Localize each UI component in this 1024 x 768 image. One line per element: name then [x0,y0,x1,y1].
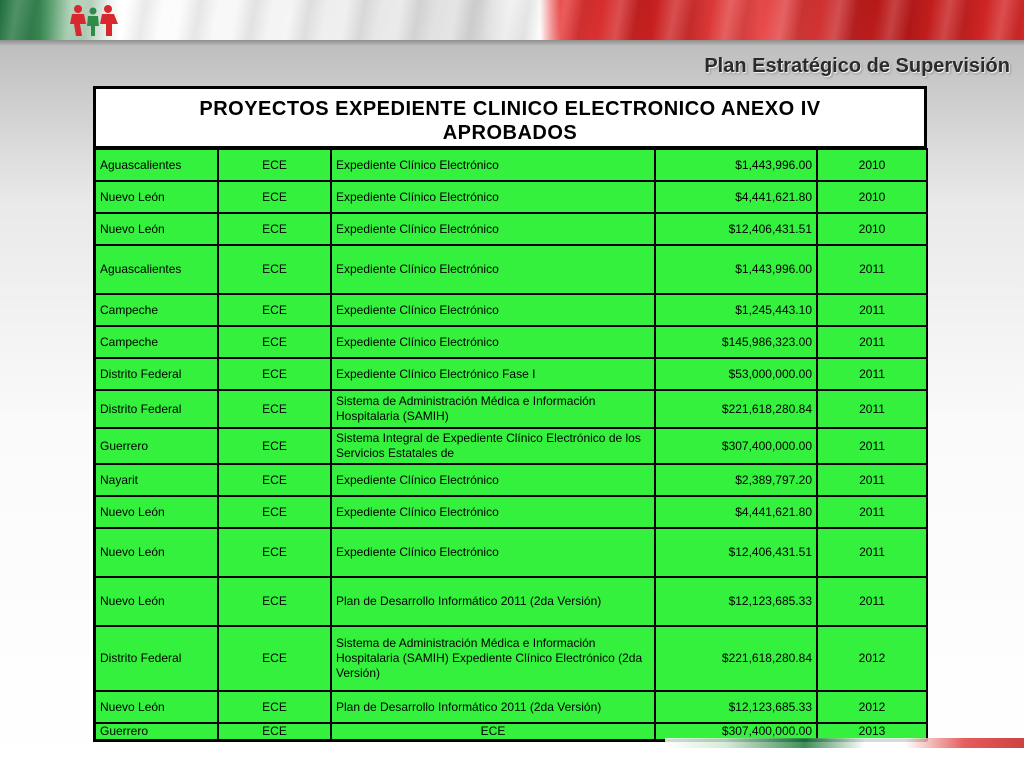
type-cell-text: ECE [262,401,287,416]
year-cell-text: 2011 [859,334,885,349]
type-cell-text: ECE [262,438,287,453]
amount-cell-text: $12,406,431.51 [728,221,812,236]
type-cell [218,464,331,496]
amount-cell [655,245,817,294]
table-row [95,390,927,428]
project-cell [331,691,655,723]
state-cell-text: Distrito Federal [100,651,182,665]
project-cell [331,181,655,213]
amount-cell-text: $12,123,685.33 [728,699,812,714]
year-cell-text: 2012 [858,651,886,665]
state-cell [95,390,218,428]
project-cell-text: Expediente Clínico Electrónico [336,504,499,519]
year-cell [817,213,927,245]
amount-cell [655,294,817,326]
projects-table-block [93,86,927,742]
state-cell [95,149,218,181]
project-cell-text: ECE [480,724,506,738]
type-cell [218,294,331,326]
project-cell-text: Expediente Clínico Electrónico [336,157,499,172]
type-cell-text: ECE [262,221,287,236]
year-cell-text: 2011 [859,504,885,519]
year-cell-text: 2011 [859,594,885,608]
amount-cell [655,358,817,390]
state-cell-text: Nuevo León [100,545,165,559]
year-cell [817,428,927,464]
amount-cell-text: $1,443,996.00 [735,262,812,276]
year-cell [817,326,927,358]
year-cell [817,390,927,428]
state-cell [95,528,218,577]
project-cell [331,294,655,326]
state-cell-text: Campeche [100,334,159,349]
type-cell-text: ECE [262,699,287,714]
type-cell-text: ECE [262,189,287,204]
project-cell [331,723,655,740]
table-title-line1: PROYECTOS EXPEDIENTE CLINICO ELECTRONICO ANEXO IV [199,98,821,120]
amount-cell [655,691,817,723]
page-title: Plan Estratégico de Supervisión [704,55,1010,77]
project-cell-text: Expediente Clínico Electrónico [336,334,499,349]
amount-cell-text: $221,618,280.84 [721,651,812,665]
amount-cell-text: $2,389,797.20 [735,472,812,487]
amount-cell-text: $145,986,323.00 [721,334,812,349]
project-cell-text: Sistema Integral de Expediente Clínico Electrónico de los Servicios Estatales de [336,431,641,460]
year-cell-text: 2011 [859,472,885,487]
type-cell [218,213,331,245]
table-row [95,358,927,390]
table-row [95,245,927,294]
type-cell-text: ECE [262,594,287,608]
state-cell [95,181,218,213]
type-cell [218,358,331,390]
state-cell [95,326,218,358]
institution-logo-icon [64,2,124,38]
state-cell-text: Distrito Federal [100,401,182,416]
year-cell-text: 2010 [858,189,886,204]
banner-shadow [0,40,1024,46]
type-cell-text: ECE [262,504,287,519]
year-cell [817,294,927,326]
table-row [95,626,927,691]
state-cell-text: Aguascalientes [100,262,182,276]
project-cell [331,326,655,358]
amount-cell-text: $307,400,000.00 [721,438,812,453]
type-cell [218,390,331,428]
state-cell [95,213,218,245]
state-cell-text: Distrito Federal [100,366,182,381]
year-cell-text: 2011 [859,401,885,416]
year-cell-text: 2010 [858,221,886,236]
project-cell [331,577,655,626]
type-cell-text: ECE [262,472,287,487]
year-cell-text: 2010 [858,157,886,172]
amount-cell [655,577,817,626]
state-cell-text: Aguascalientes [100,157,182,172]
year-cell-text: 2011 [859,262,885,276]
state-cell-text: Nuevo León [100,189,165,204]
amount-cell [655,390,817,428]
table-row [95,691,927,723]
state-cell-text: Campeche [100,302,159,317]
year-cell-text: 2013 [858,724,886,738]
type-cell [218,626,331,691]
type-cell [218,723,331,740]
year-cell [817,181,927,213]
project-cell-text: Expediente Clínico Electrónico [336,262,499,276]
amount-cell [655,326,817,358]
table-row [95,181,927,213]
project-cell [331,213,655,245]
state-cell [95,245,218,294]
table-row [95,149,927,181]
amount-cell [655,496,817,528]
table-row [95,496,927,528]
amount-cell-text: $221,618,280.84 [721,401,812,416]
project-cell [331,245,655,294]
year-cell-text: 2011 [859,545,885,559]
table-row [95,528,927,577]
table-title-line2: APROBADOS [442,122,578,144]
flag-wave [0,0,1024,40]
project-cell [331,358,655,390]
amount-cell-text: $12,406,431.51 [728,545,812,559]
state-cell-text: Nuevo León [100,504,165,519]
type-cell-text: ECE [262,262,287,276]
year-cell [817,149,927,181]
amount-cell [655,626,817,691]
project-cell [331,496,655,528]
type-cell [218,428,331,464]
type-cell [218,691,331,723]
amount-cell [655,528,817,577]
state-cell [95,723,218,740]
type-cell [218,496,331,528]
project-cell [331,464,655,496]
table-row [95,577,927,626]
project-cell-text: Expediente Clínico Electrónico [336,472,499,487]
state-cell [95,626,218,691]
year-cell-text: 2011 [859,438,885,453]
year-cell-text: 2011 [859,366,885,381]
project-cell [331,149,655,181]
type-cell-text: ECE [262,545,287,559]
project-cell-text: Expediente Clínico Electrónico [336,545,499,559]
table-row [95,326,927,358]
state-cell-text: Guerrero [100,724,149,738]
project-cell [331,390,655,428]
type-cell [218,181,331,213]
amount-cell [655,181,817,213]
year-cell [817,691,927,723]
state-cell-text: Nuevo León [100,594,165,608]
type-cell [218,326,331,358]
project-cell-text: Expediente Clínico Electrónico [336,221,499,236]
amount-cell-text: $307,400,000.00 [721,724,812,738]
project-cell-text: Expediente Clínico Electrónico [336,189,499,204]
state-cell [95,358,218,390]
year-cell-text: 2012 [858,699,886,714]
type-cell-text: ECE [262,651,287,665]
type-cell-text: ECE [262,334,287,349]
table-row [95,294,927,326]
state-cell-text: Nuevo León [100,221,165,236]
amount-cell-text: $4,441,621.80 [735,504,812,519]
amount-cell-text: $12,123,685.33 [728,594,812,608]
year-cell [817,245,927,294]
project-cell [331,626,655,691]
type-cell [218,528,331,577]
amount-cell-text: $53,000,000.00 [728,366,812,381]
amount-cell [655,213,817,245]
type-cell-text: ECE [262,302,287,317]
year-cell [817,626,927,691]
year-cell-text: 2011 [859,302,885,317]
project-cell-text: Plan de Desarrollo Informático 2011 (2da Versión) [336,594,602,608]
amount-cell [655,428,817,464]
type-cell-text: ECE [262,157,287,172]
year-cell [817,528,927,577]
type-cell-text: ECE [262,724,287,738]
project-cell-text: Expediente Clínico Electrónico [336,302,499,317]
state-cell-text: Guerrero [100,438,149,453]
year-cell [817,577,927,626]
state-cell-text: Nayarit [100,472,139,487]
year-cell [817,464,927,496]
project-cell-text: Sistema de Administración Médica e Información Hospitalaria (SAMIH) Expediente Clínico Electrónico (2da Versión) [336,636,643,680]
project-cell-text: Sistema de Administración Médica e Información Hospitalaria (SAMIH) [336,394,596,423]
projects-table [94,148,928,741]
project-cell [331,428,655,464]
project-cell-text: Expediente Clínico Electrónico Fase I [336,366,536,381]
state-cell [95,577,218,626]
amount-cell [655,464,817,496]
amount-cell [655,149,817,181]
state-cell [95,691,218,723]
type-cell [218,149,331,181]
state-cell [95,464,218,496]
state-cell [95,294,218,326]
type-cell-text: ECE [262,366,287,381]
amount-cell-text: $1,245,443.10 [735,302,812,317]
project-cell [331,528,655,577]
amount-cell-text: $1,443,996.00 [735,157,812,172]
state-cell [95,428,218,464]
footer-flag-strip [665,738,1024,748]
table-row [95,464,927,496]
type-cell [218,245,331,294]
amount-cell-text: $4,441,621.80 [735,189,812,204]
table-row [95,213,927,245]
table-row [95,428,927,464]
type-cell [218,577,331,626]
project-cell-text: Plan de Desarrollo Informático 2011 (2da Versión) [336,699,602,714]
flag-banner [0,0,1024,40]
year-cell [817,358,927,390]
year-cell [817,496,927,528]
table-title [94,87,926,148]
state-cell [95,496,218,528]
state-cell-text: Nuevo León [100,699,165,714]
